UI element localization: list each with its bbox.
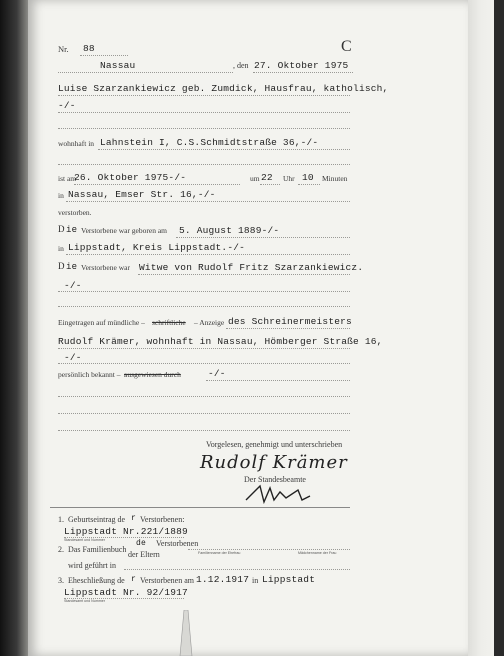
marital-d-letter: D	[58, 261, 65, 271]
birth-in-label: in	[58, 244, 64, 253]
death-place: Nassau, Emser Str. 16,-/-	[68, 189, 216, 200]
report-label: Eingetragen auf mündliche –	[58, 318, 145, 327]
footer-item1-small: Standesamt und Nummer	[64, 538, 105, 542]
date-prefix: , den	[233, 61, 249, 70]
death-hour: 22	[261, 172, 273, 183]
footer-item1-article: r	[131, 514, 137, 523]
register-number: 88	[83, 43, 95, 54]
deceased-line2: -/-	[58, 100, 76, 111]
footer-item1-number: 1.	[58, 515, 64, 524]
deceased-residence: Lahnstein I, C.S.Schmidtstraße 36,-/-	[100, 137, 319, 148]
marital-status: Witwe von Rudolf Fritz Szarzankiewicz.	[139, 262, 364, 273]
birth-text: Verstorbene war geboren am	[81, 226, 168, 235]
known-value: -/-	[208, 368, 226, 379]
birth-date: 5. August 1889-/-	[179, 225, 280, 236]
footer-item2-wird: wird geführt in	[68, 561, 116, 570]
verstorben-label: verstorben.	[58, 208, 92, 217]
book-binding-gutter	[0, 0, 28, 656]
death-minute: 10	[302, 172, 314, 183]
registrar-signature-icon	[240, 478, 330, 508]
marriage-register-entry: Lippstadt Nr. 92/1917	[64, 587, 188, 598]
marriage-place: Lippstadt	[262, 574, 316, 585]
ist-am-label: ist am	[58, 174, 77, 183]
known-label: persönlich bekannt –	[58, 370, 121, 379]
place-of-registration: Nassau	[100, 60, 136, 71]
birth-d-letter: D	[58, 224, 65, 234]
footer-item3-number: 3.	[58, 576, 64, 585]
footer-item2-small1: Familienname der Ehefrau	[198, 551, 241, 555]
death-register-page	[28, 0, 468, 656]
footer-item2-eltern: der Eltern	[128, 550, 160, 559]
footer-item2-small2: Mädchenname der Frau	[298, 551, 337, 555]
wohnhaft-label: wohnhaft in	[58, 139, 95, 148]
death-date: 26. Oktober 1975-/-	[74, 172, 187, 183]
birth-place: Lippstadt, Kreis Lippstadt.-/-	[68, 242, 246, 253]
footer-item1-rest: Verstorbenen:	[140, 515, 185, 524]
footer-item3-article: r	[131, 575, 137, 584]
scan-border	[494, 0, 504, 656]
known-struck: ausgewiesen durch	[124, 370, 181, 379]
marriage-date: 1.12.1917	[196, 574, 250, 585]
nr-label: Nr.	[58, 44, 69, 54]
footer-item3-in: in	[252, 576, 259, 585]
deceased-name: Luise Szarzankiewicz geb. Zumdick, Hausfrau, katholisch,	[58, 83, 389, 94]
footer-item2-number: 2.	[58, 545, 64, 554]
informant-details: Rudolf Krämer, wohnhaft in Nassau, Hömberger Straße 16,	[58, 336, 383, 347]
birth-article: ie	[66, 225, 78, 235]
footer-item2-value: Verstorbenen	[156, 539, 199, 548]
um-label: um	[250, 174, 260, 183]
footer-item3-rest: Verstorbenen am	[140, 576, 194, 585]
report-label2: – Anzeige	[194, 318, 225, 327]
footer-item2-article: de	[136, 539, 147, 548]
birth-register-entry: Lippstadt Nr.221/1889	[64, 526, 188, 537]
death-in-label: in	[58, 191, 64, 200]
pen-icon	[178, 610, 198, 656]
uhr-label: Uhr	[283, 174, 295, 183]
report-struck-word: schriftliche	[152, 318, 186, 327]
informant-signature: Rudolf Krämer	[200, 452, 348, 473]
minuten-label: Minuten	[322, 174, 348, 183]
registrar-label: Der Standesbeamte	[244, 475, 306, 484]
footer-item2-label: Das Familienbuch	[68, 545, 127, 554]
form-letter: C	[341, 38, 352, 55]
informant-title: des Schreinermeisters	[228, 316, 352, 327]
marital-text: Verstorbene war	[81, 263, 130, 272]
registration-date: 27. Oktober 1975	[254, 60, 349, 71]
informant-line3: -/-	[64, 352, 82, 363]
footer-item3-label: Eheschließung de	[68, 576, 125, 585]
footer-item3-small: Standesamt und Nummer	[64, 599, 105, 603]
marital-article: ie	[66, 262, 78, 272]
marital-line2: -/-	[64, 280, 82, 291]
read-approved-text: Vorgelesen, genehmigt und unterschrieben	[206, 440, 343, 449]
footer-item1-label: Geburtseintrag de	[68, 515, 126, 524]
